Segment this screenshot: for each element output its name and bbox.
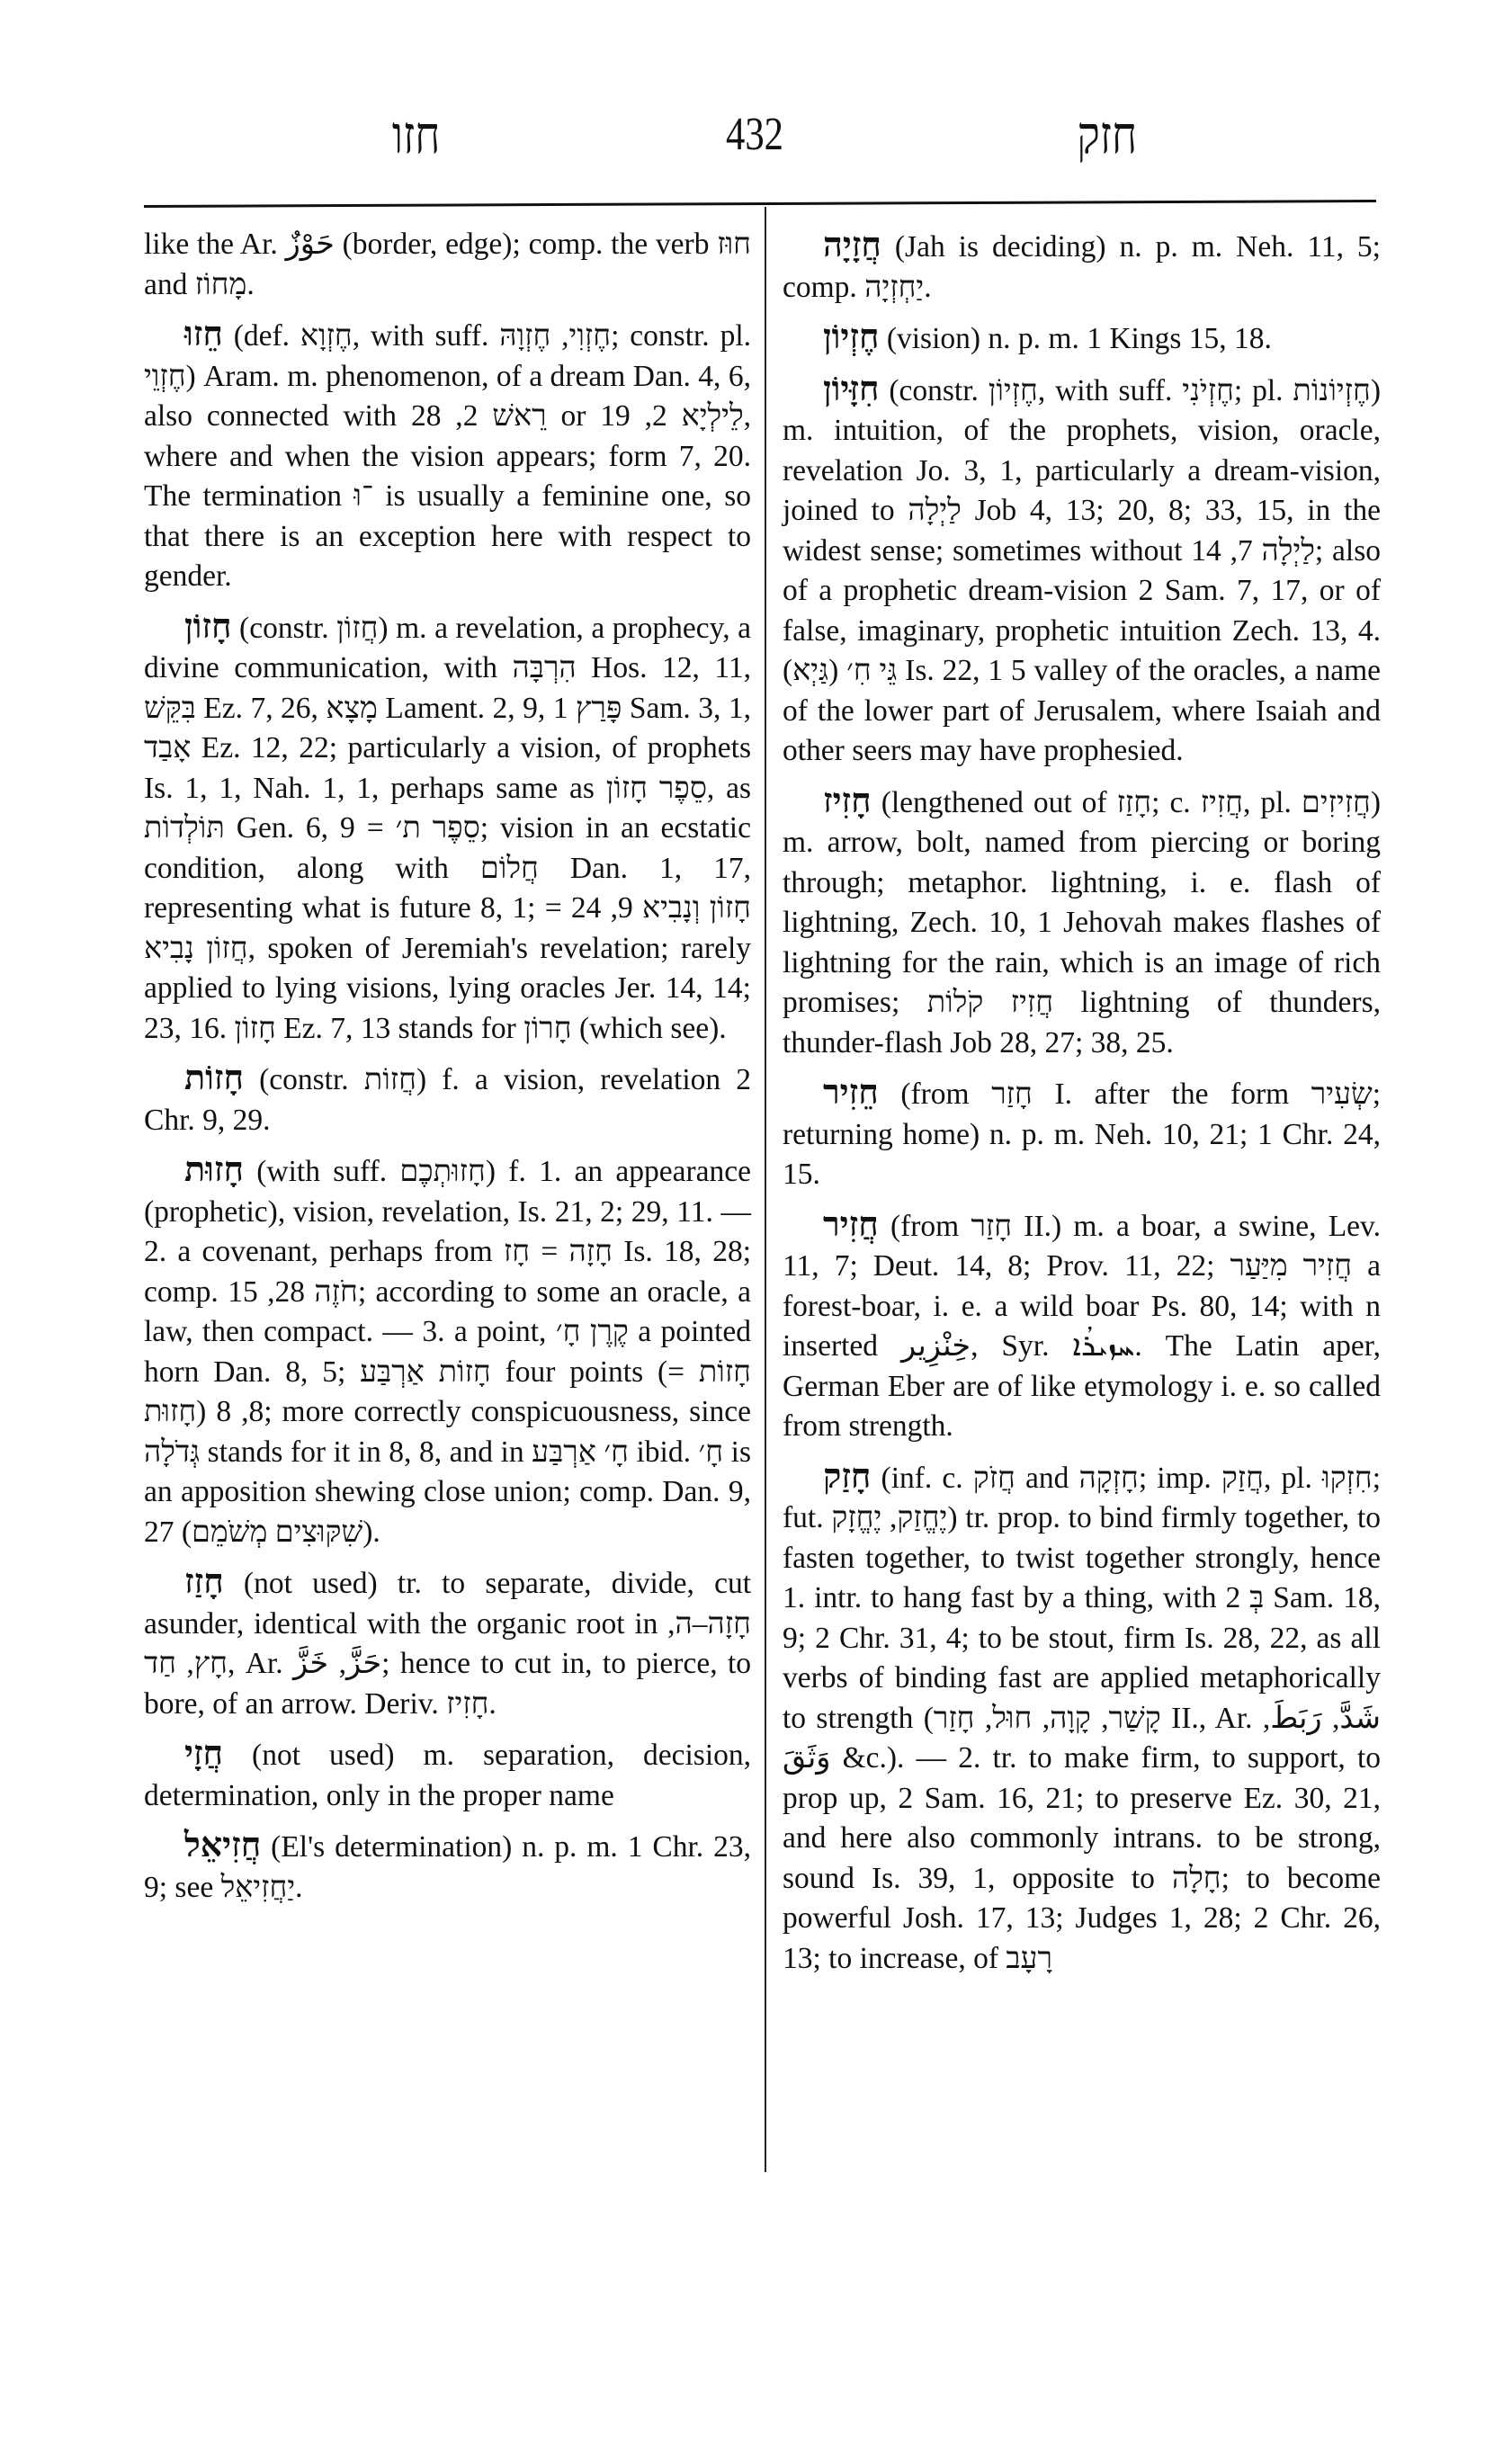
entry-chizzayon — [783, 369, 1381, 772]
headword: חֵזוּ — [184, 313, 223, 353]
headword: חָזַק — [823, 1454, 872, 1496]
headword: חָזוֹן — [184, 604, 232, 646]
headword: חָזַז — [184, 1560, 224, 1601]
entry-chazon — [144, 606, 751, 1050]
running-header — [144, 85, 1376, 202]
entry-text: (inf. c. חֲזֹק and חָזְקָה; imp. חֲזַק, pl. חִזְקוּ; fut. יֶחֱזַק, יֶחֱזָק) tr. prop. to bind firmly together, to fasten together, to twist together strongly, hence 1. intr. to hang fast by a thing, with בְּ 2 Sam. 18, 9; 2 Chr. 31, 4; to be stout, firm Is. 28, 22, as all verbs of binding fast are applied metaphorically to strength (קָשַׁר, קָוָה, חוּל, חָזַר II., Ar. شَدَّ, رَبَطَ, وَثَقَ &c.). — 2. tr. to make firm, to support, to prop up, 2 Sam. 16, 21; to preserve Ez. 30, 21, and here also commonly intrans. to be strong, sound Is. 39, 1, opposite to חָלָה; to become powerful Josh. 17, 13; Judges 1, 28; 2 Chr. 26, 13; to increase, of רָעָב — [783, 1461, 1382, 1975]
entry-continuation — [144, 225, 751, 305]
entry-text: like the Ar. حَوْزٌ (border, edge); comp. the verb חוּז and מָחוֹז. — [144, 228, 752, 301]
headword: חֵזִיר — [823, 1071, 879, 1112]
headword: חֲזִיאֵל — [184, 1824, 262, 1864]
entry-chazir — [783, 1204, 1381, 1447]
entry-text: (constr. חֲזוֹת) f. a vision, revelation 2 Chr. 9, 29. — [144, 1063, 751, 1137]
entry-chaziz — [783, 781, 1381, 1064]
headword: חִזָּיוֹן — [823, 367, 880, 408]
left-column — [144, 225, 751, 1917]
entry-chazaz — [144, 1561, 751, 1724]
entry-text: (lengthened out of חָזַז; c. חֲזִיז, pl. חֲזִיזִים) m. arrow, bolt, named from piercing or boring through; metaphor. lightning, i. e. flash of lightning, Zech. 10, 1 Jehovah makes flashes of lightning for the rain, which is an image of rich promises; חֲזִיז קֹלוֹת lightning of thunders, thunder-flash Job 28, 27; 38, 25. — [783, 785, 1382, 1060]
headword: חֲזָי — [184, 1732, 224, 1773]
headword: חָזוּת — [184, 1149, 244, 1189]
entry-chazay — [144, 1733, 751, 1816]
entry-chaziel — [144, 1825, 751, 1908]
entry-text: (El's determination) n. p. m. 1 Chr. 23, 9; see יַחֲזִיאֵל. — [144, 1830, 751, 1904]
entry-text: (def. חֶזְוָא, with suff. חֶזְוִי, חֶזְוָהּ; constr. pl. חֶזְוֵי) Aram. m. phenomenon, of a dream Dan. 4, 6, also connected with רֵאשׁ 2, 28 or לֵילְיָא 2, 19, where and when the vision appears; form 7, 20. The termination ־וּ is usually a feminine one, so that there is an exception here with respect to gender. — [144, 319, 752, 593]
entry-text: (not used) m. separation, decision, determination, only in the proper name — [144, 1739, 752, 1812]
left-catchword: חזו — [391, 104, 441, 165]
entry-text: (constr. חֶזְיוֹן, with suff. חֶזְיֹנִי; pl. חֶזְיוֹנוֹת) m. intuition, of the prophets, vision, oracle, revelation Jo. 3, 1, particularly a dream-vision, joined to לַיְלָה Job 4, 13; 20, 8; 33, 15, in the widest sense; sometimes without לַיְלָה 7, 14; also of a prophetic dream-vision 2 Sam. 7, 17, or of false, imaginary, prophetic intuition Zech. 13, 4. גֵּי חִ׳ (גַּיְא) Is. 22, 1 5 valley of the oracles, a name of the lower part of Jerusalem, where Isaiah and other seers may have prophesied. — [783, 373, 1381, 767]
entry-text: (Jah is deciding) n. p. m. Neh. 11, 5; comp. יַחְזְיָה. — [783, 230, 1381, 304]
right-column — [783, 225, 1381, 1988]
entry-text: (vision) n. p. m. 1 Kings 15, 18. — [886, 322, 1272, 355]
entry-text: (constr. חֲזוֹן) m. a revelation, a prophecy, a divine communication, with הִרְבָּה Hos. 12, 11, בִּקֵּשׁ Ez. 7, 26, מָצָא Lament. 2, 9, פָּרַץ 1 Sam. 3, 1, אָבַד Ez. 12, 22; particularly a vision, of prophets Is. 1, 1, Nah. 1, 1, perhaps same as סֵפֶר חָזוֹן, as תּוֹלְדוֹת Gen. 6, 9 = סֵפֶר ת׳; vision in an ecstatic condition, along with חֲלוֹם Dan. 1, 17, representing what is future 8, 1; חָזוֹן וְנָבִיא 9, 24 = חֲזוֹן נָבִיא, spoken of Jeremiah's revelation; rarely applied to lying visions, lying oracles Jer. 14, 14; 23, 16. חָזוֹן Ez. 7, 13 stands for חָרוֹן (which see). — [144, 611, 752, 1045]
entry-chezyon-name — [783, 317, 1381, 360]
entry-chazut — [144, 1149, 751, 1552]
headword: חָזִיז — [823, 779, 872, 820]
entry-text: (from חָזַר II.) m. a boar, a swine, Lev. 11, 7; Deut. 14, 8; Prov. 11, 22; חֲזִיר מִיַּעַר a forest-boar, i. e. a wild boar Ps. 80, 14; with n inserted خِنْزِير, Syr. ܚܙܝܪܳܐ. The Latin aper, German Eber are of like etymology i. e. so called from strength. — [783, 1209, 1382, 1443]
column-divider — [765, 207, 766, 2172]
headword: חֶזְיוֹן — [823, 316, 880, 356]
headword: חֲזִיר — [823, 1203, 879, 1244]
entry-chazot — [144, 1058, 751, 1140]
entry-text: (from חָזַר I. after the form שְׂעִיר; returning home) n. p. m. Neh. 10, 21; 1 Chr. 24, 15. — [783, 1077, 1382, 1191]
entry-text: (with suff. חָזוּתְכֶם) f. 1. an appearance (prophetic), vision, revelation, Is. 21, 2; 29, 11. — 2. a covenant, perhaps from חָזָה = חָז Is. 18, 28; comp. חֹזֶה 28, 15; according to some an oracle, a law, then compact. — 3. a point, קֶרֶן חָ׳ a pointed horn Dan. 8, 5; חָזוֹת אַרְבַּע four points (חָזוֹת = חָזוּת) 8, 8; more correctly conspicuousness, since גְּדֹלָה stands for it in 8, 8, and in חָ׳ אַרְבַּע ibid. חָ׳ is an apposition shewing close union; comp. Dan. 9, 27 (שִׁקּוּצִים מְשֹׁמֵם). — [144, 1155, 751, 1549]
headword: חֲזָיָה — [823, 224, 881, 264]
entry-chezev — [144, 314, 751, 597]
entry-chazaq — [783, 1456, 1381, 1980]
entry-chezir-name — [783, 1072, 1381, 1195]
entry-text: (not used) tr. to separate, divide, cut asunder, identical with the organic root in חָזָה–ה, חָץ, חַד, Ar. حَزَّ, خَزَّ; hence to cut in, to pierce, to bore, of an arrow. Deriv. חָזִיז. — [144, 1567, 752, 1721]
page-number: 432 — [726, 109, 783, 160]
headword: חָזוֹת — [184, 1057, 244, 1097]
right-catchword: חזק — [1077, 104, 1138, 165]
entry-chazayah — [783, 225, 1381, 308]
